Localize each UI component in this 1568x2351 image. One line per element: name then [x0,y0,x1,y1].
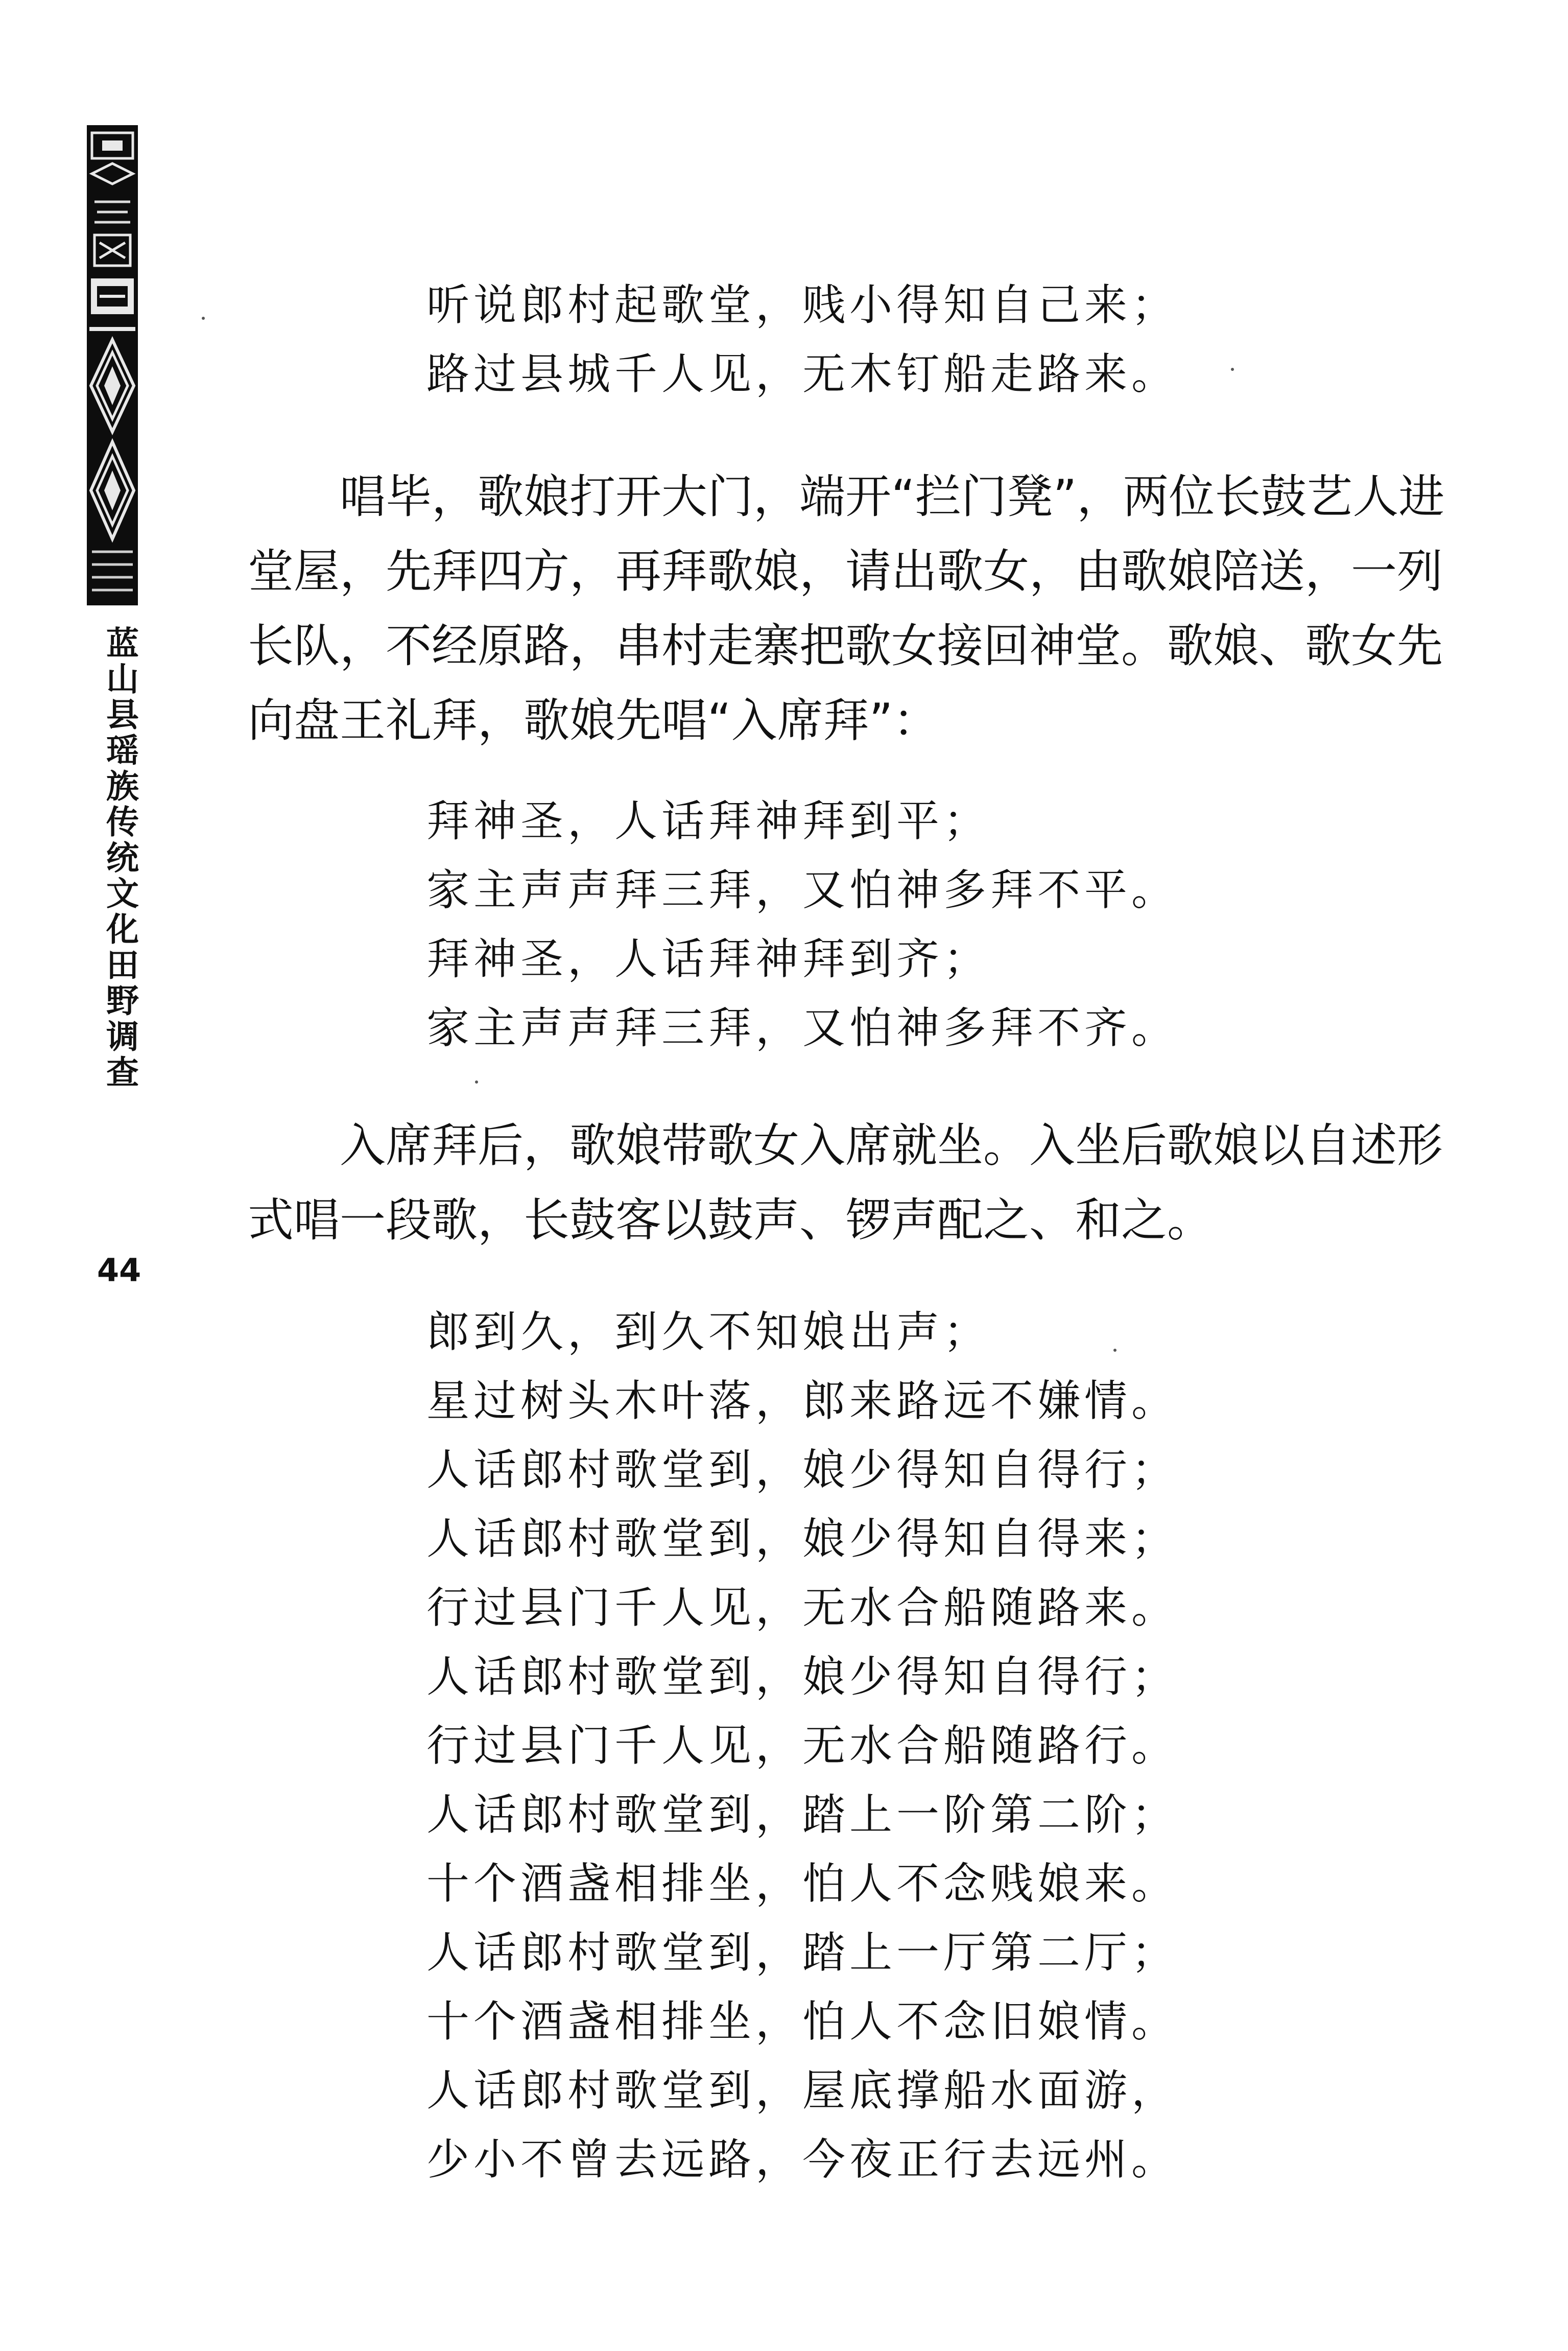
paragraph-text: 入席拜后，歌娘带歌女入席就坐。入坐后歌娘以自述形式唱一段歌，长鼓客以鼓声、锣声配之、和之。 [248,1119,1443,1247]
book-title: 蓝山县瑶族传统文化田野调查 [101,626,138,1091]
verse-line: 郎到久，到久不知娘出声； [426,1307,991,1357]
verse-block-2 [426,787,1178,1063]
verse-line: 人话郎村歌堂到，娘少得知自得行； [426,1652,1179,1702]
verse-line: 听说郎村起歌堂，贱小得知自己来； [426,280,1179,330]
verse-line: 行过县门千人见，无水合船随路来。 [426,1583,1179,1633]
verse-line: 少小不曾去远路，今夜正行去远州。 [426,2134,1179,2184]
verse-line: 十个酒盏相排坐，怕人不念贱娘来。 [426,1859,1179,1909]
verse-line: 人话郎村歌堂到，娘少得知自得来； [426,1514,1179,1564]
verse-line: 人话郎村歌堂到，踏上一阶第二阶； [426,1790,1179,1840]
paragraph-2 [248,1109,1474,1258]
scan-speck [202,317,205,320]
verse-line: 路过县城千人见，无木钉船走路来。 [426,349,1179,399]
woven-pattern-band-icon [87,125,138,605]
verse-line: 人话郎村歌堂到，娘少得知自得行； [426,1445,1179,1495]
verse-line: 家主声声拜三拜，又怕神多拜不平。 [426,865,1179,915]
verse-line: 十个酒盏相排坐，怕人不念旧娘情。 [426,1996,1179,2047]
verse-block-1 [426,271,1178,409]
paragraph-1 [248,460,1474,758]
verse-line: 行过县门千人见，无水合船随路行。 [426,1721,1179,1771]
verse-line: 星过树头木叶落，郎来路远不嫌情。 [426,1376,1179,1426]
page-number: 44 [97,1252,141,1289]
verse-line: 拜神圣，人话拜神拜到平； [426,796,991,846]
verse-line: 家主声声拜三拜，又怕神多拜不齐。 [426,1003,1179,1053]
verse-block-3 [426,1298,1178,2194]
scan-speck [1113,1349,1116,1352]
paragraph-text: 唱毕，歌娘打开大门，端开“拦门凳”，两位长鼓艺人进堂屋，先拜四方，再拜歌娘，请出歌女，由歌娘陪送，一列长队，不经原路，串村走寨把歌女接回神堂。歌娘、歌女先向盘王礼拜，歌娘先唱“入席拜”： [248,470,1445,747]
verse-line: 人话郎村歌堂到，踏上一厅第二厅； [426,1927,1179,1978]
verse-line: 人话郎村歌堂到，屋底撑船水面游， [426,2065,1179,2115]
verse-line: 拜神圣，人话拜神拜到齐； [426,934,991,984]
scan-speck [1231,368,1234,371]
scan-speck [475,1080,478,1084]
